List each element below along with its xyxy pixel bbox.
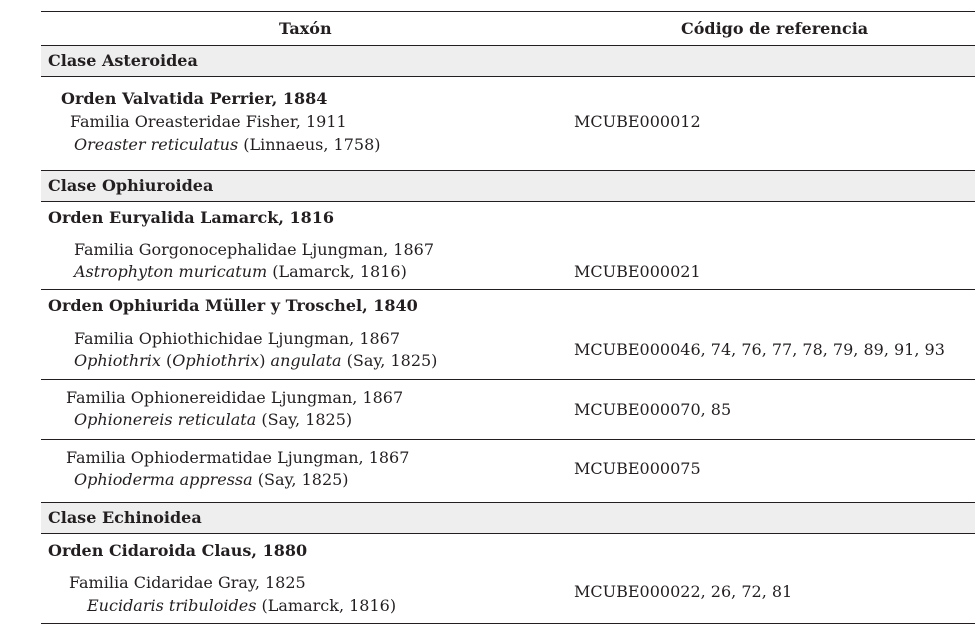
family-cidaridae: Familia Cidaridae Gray, 1825 <box>69 573 306 592</box>
rule <box>41 289 975 290</box>
code-ophioderma: MCUBE000075 <box>574 459 701 478</box>
class-label-asteroidea: Clase Asteroidea <box>48 51 198 70</box>
species-author: (Lamarck, 1816) <box>267 262 407 281</box>
paren-close: ) <box>259 351 271 370</box>
species-author: (Say, 1825) <box>341 351 438 370</box>
species-eucidaris <box>87 596 396 616</box>
species-oreaster <box>74 135 381 155</box>
order-cidaroida: Orden Cidaroida Claus, 1880 <box>48 541 308 560</box>
family-gorgonocephalidae: Familia Gorgonocephalidae Ljungman, 1867 <box>74 240 435 259</box>
class-label-echinoidea: Clase Echinoidea <box>48 508 202 527</box>
family-ophiodermatidae: Familia Ophiodermatidae Ljungman, 1867 <box>66 448 410 467</box>
species-ophionereis <box>74 410 352 430</box>
code-ophiothrix: MCUBE000046, 74, 76, 77, 78, 79, 89, 91, 93 <box>574 340 945 359</box>
species-author: (Say, 1825) <box>252 470 349 489</box>
paren-open: ( <box>160 351 173 370</box>
code-ophionereis: MCUBE000070, 85 <box>574 400 732 419</box>
code-cidaroida: MCUBE000022, 26, 72, 81 <box>574 582 793 601</box>
subgenus-name: Ophiothrix <box>172 351 260 370</box>
family-ophionereididae: Familia Ophionereididae Ljungman, 1867 <box>66 388 404 407</box>
species-name: Ophioderma appressa <box>74 470 253 489</box>
column-header-taxon: Taxón <box>279 19 332 38</box>
rule <box>41 533 975 534</box>
species-name: Eucidaris tribuloides <box>87 596 257 615</box>
class-label-ophiuroidea: Clase Ophiuroidea <box>48 176 214 195</box>
species-epithet: angulata <box>270 351 342 370</box>
species-name: Astrophyton muricatum <box>74 262 268 281</box>
species-ophiothrix <box>74 351 437 371</box>
species-author: (Lamarck, 1816) <box>256 596 397 615</box>
column-header-code: Código de referencia <box>681 19 869 38</box>
code-euryalida: MCUBE000021 <box>574 262 701 281</box>
genus-name: Ophiothrix <box>74 351 161 370</box>
rule <box>41 201 975 202</box>
order-valvatida: Orden Valvatida Perrier, 1884 <box>61 89 328 108</box>
species-author: (Say, 1825) <box>256 410 353 429</box>
family-oreasteridae: Familia Oreasteridae Fisher, 1911 <box>70 112 347 131</box>
order-euryalida: Orden Euryalida Lamarck, 1816 <box>48 208 334 227</box>
code-valvatida: MCUBE000012 <box>574 112 701 131</box>
order-ophiurida: Orden Ophiurida Müller y Troschel, 1840 <box>48 296 418 315</box>
species-astrophyton <box>74 262 407 282</box>
species-author: (Linnaeus, 1758) <box>238 135 381 154</box>
species-name: Oreaster reticulatus <box>74 135 239 154</box>
species-ophioderma <box>74 470 349 490</box>
family-ophiothichidae: Familia Ophiothichidae Ljungman, 1867 <box>74 329 401 348</box>
rule <box>41 76 975 77</box>
table-top-rule <box>41 11 975 12</box>
rule <box>41 439 975 440</box>
species-name: Ophionereis reticulata <box>74 410 257 429</box>
rule <box>41 379 975 380</box>
table-bottom-rule <box>41 623 975 624</box>
